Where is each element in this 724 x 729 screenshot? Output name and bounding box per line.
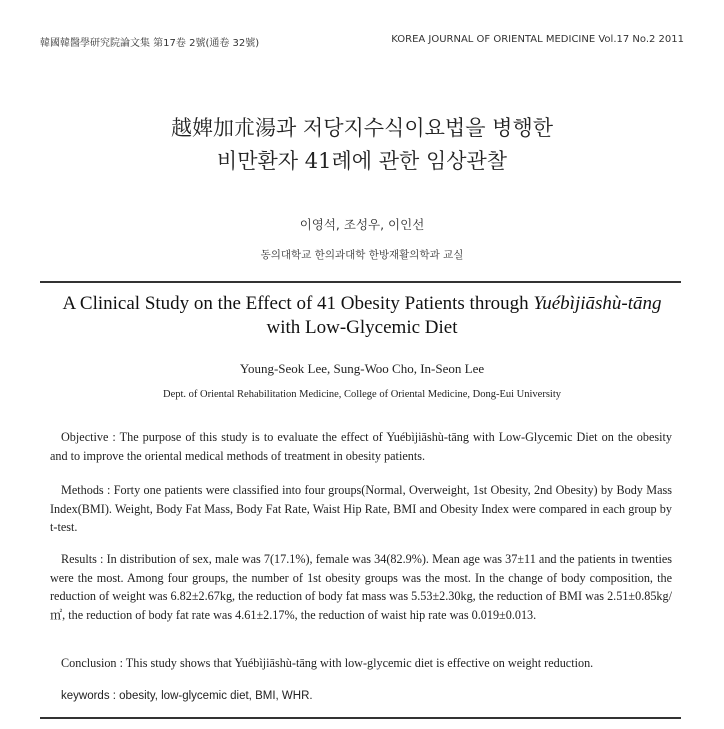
english-title-part-1: A Clinical Study on the Effect of 41 Obesity Patients through [62, 293, 534, 314]
journal-header-korean: 韓國韓醫學研究院論文集 第17卷 2號(通卷 32號) [40, 38, 260, 49]
english-title-part-2: with Low-Glycemic Diet [266, 317, 458, 338]
abstract-methods: Methods : Forty one patients were classified into four groups(Normal, Overweight, 1st Obesity, 2nd Obesity) by Body Mass Index(BMI). Weight, Body Fat Mass, Body Fat Rate, Waist Hip Rate, BMI and Obesity Index were compared in each group by t-test. [50, 483, 672, 534]
english-title [50, 292, 674, 340]
abstract-conclusion: Conclusion : This study shows that Yuébìjiāshù-tāng with low-glycemic diet is effective on weight reduction. [61, 656, 594, 670]
journal-header-english: KOREA JOURNAL OF ORIENTAL MEDICINE Vol.17 No.2 2011 [391, 34, 684, 45]
english-authors: Young-Seok Lee, Sung-Woo Cho, In-Seon Lee [239, 361, 485, 376]
korean-title-line-1: 越婢加朮湯과 저당지수식이요법을 병행한 [170, 116, 554, 140]
korean-authors: 이영석, 조성우, 이인선 [299, 217, 425, 232]
bottom-divider [40, 717, 681, 719]
korean-affiliation: 동의대학교 한의과대학 한방재활의학과 교실 [260, 249, 464, 261]
english-affiliation: Dept. of Oriental Rehabilitation Medicine, College of Oriental Medicine, Dong-Eui University [162, 389, 562, 400]
abstract-objective: Objective : The purpose of this study is to evaluate the effect of Yuébìjiāshù-tāng with Low-Glycemic Diet on the obesity and to improve the oriental medical methods of treatment in obesity patients. [50, 430, 672, 463]
english-title-italic-prescription: Yuébìjiāshù-tāng [533, 293, 662, 314]
keywords: keywords : obesity, low-glycemic diet, BMI, WHR. [61, 690, 313, 702]
abstract-results: Results : In distribution of sex, male was 7(17.1%), female was 34(82.9%). Mean age was 37±11 and the patients in twenties were the most. Among four groups, the number of 1st obesity groups was the most. In the change of body composition, the reduction of weight was 6.82±2.67kg, the reduction of body fat mass was 5.53±2.30kg, the reduction of BMI was 2.51±0.85kg/㎡, the reduction of body fat rate was 4.61±2.17%, the reduction of waist hip rate was 0.019±0.013. [50, 552, 672, 622]
korean-title-line-2: 비만환자 41례에 관한 임상관찰 [216, 149, 508, 173]
top-divider [40, 281, 681, 283]
